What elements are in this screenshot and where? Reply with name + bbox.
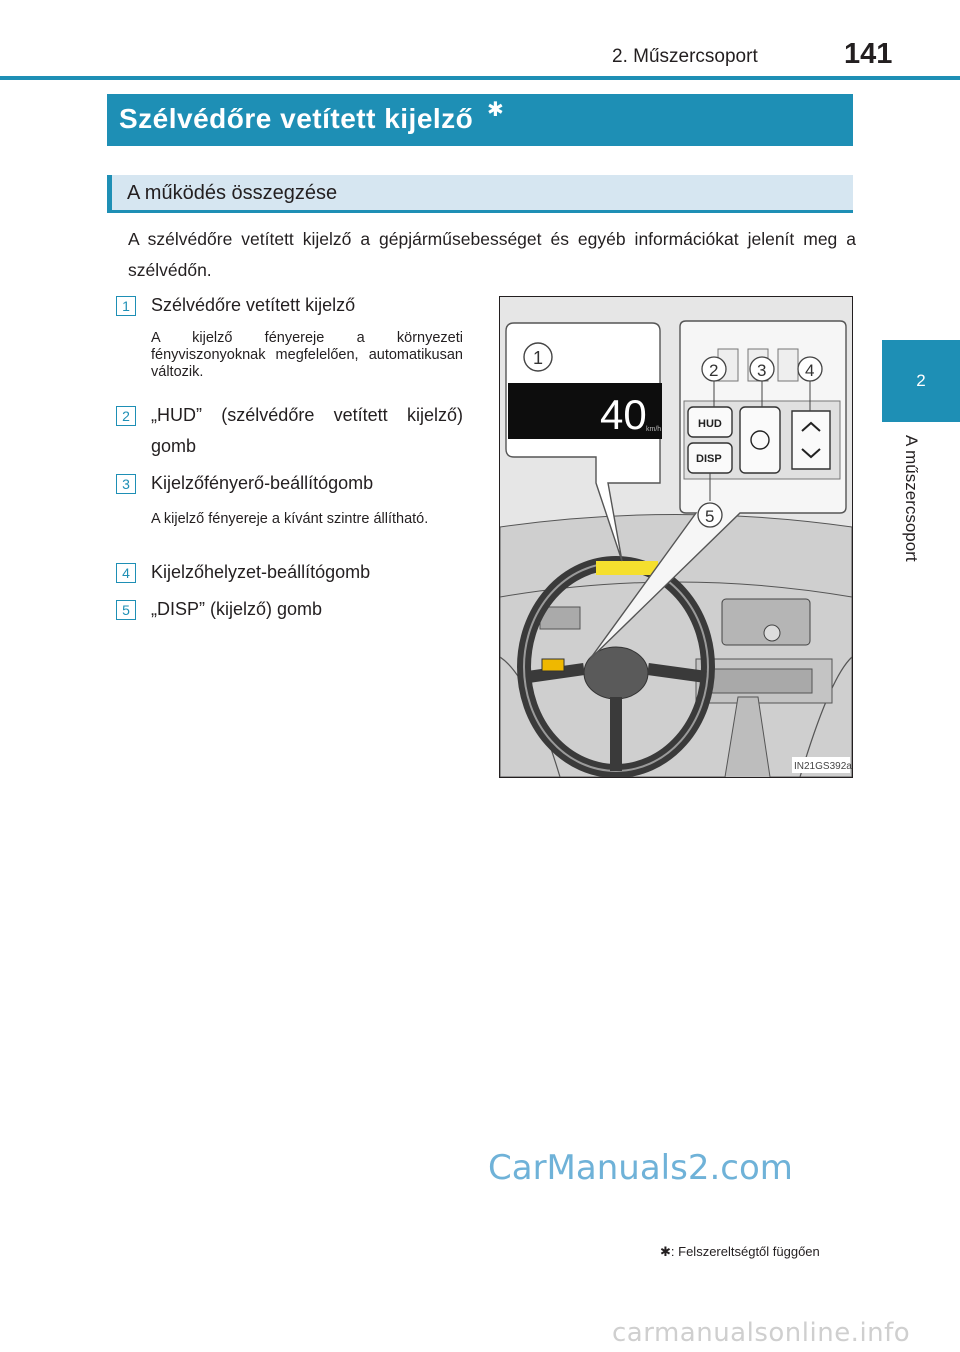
asterisk-icon: ✱ — [487, 99, 504, 121]
chapter-tab: 2 — [882, 340, 960, 422]
callout-2: 2 — [709, 361, 719, 380]
page-number: 141 — [844, 38, 893, 70]
item-title: Szélvédőre vetített kijelző — [151, 295, 356, 315]
callout-5: 5 — [705, 507, 715, 526]
dashboard-drawing — [500, 297, 852, 777]
footnote-text: : Felszereltségtől függően — [670, 1244, 820, 1259]
item-number-badge: 2 — [116, 406, 136, 426]
item-number-badge: 3 — [116, 474, 136, 494]
callout-3: 3 — [757, 361, 767, 380]
subsection-title-bar — [107, 175, 853, 213]
item-description: A kijelző fényereje a kívánt szintre állítható. — [151, 511, 429, 527]
intro-paragraph: A szélvédőre vetített kijelző a gépjárműsebességet és egyéb információkat jelenít meg a szélvédőn. — [128, 229, 856, 280]
section-title: Szélvédőre vetített kijelző — [119, 103, 474, 134]
watermark-text: CarManuals2.com — [488, 1148, 793, 1188]
item-title: Kijelzőhelyzet-beállítógomb — [151, 562, 371, 582]
footer-watermark: carmanualsonline.info — [612, 1318, 911, 1348]
hud-unit: km/h — [646, 426, 662, 433]
item-title: Kijelzőfényerő-beállítógomb — [151, 473, 374, 493]
chapter-side-title — [895, 435, 925, 595]
subsection-title: A működés összegzése — [127, 182, 338, 204]
section-title-bar — [107, 94, 853, 146]
header-rule — [0, 76, 960, 80]
running-header-chapter: 2. Műszercsoport — [612, 46, 758, 67]
item-number-badge: 1 — [116, 296, 136, 316]
hud-button-label: HUD — [698, 418, 722, 430]
item-number-badge: 4 — [116, 563, 136, 583]
subsection-underline — [107, 210, 853, 213]
chapter-side-title-text: A műszercsoport — [902, 435, 921, 562]
illustration-code: IN21GS392a — [794, 761, 852, 772]
hud-speed: 40 — [600, 391, 647, 438]
callout-4: 4 — [805, 361, 815, 380]
footnote — [660, 1244, 820, 1260]
disp-button-label: DISP — [696, 453, 722, 465]
item-description: A kijelző fényereje a környezeti fényviszonyoknak megfelelően, automatikusan változik. — [151, 330, 463, 380]
item-title: „DISP” (kijelző) gomb — [151, 599, 323, 619]
footnote-asterisk-icon: ✱ — [660, 1244, 671, 1259]
subsection-accent-bar — [107, 175, 112, 213]
item-title: „HUD” (szélvédőre vetített kijelző) gomb — [151, 405, 463, 456]
dashboard-illustration — [499, 296, 853, 778]
callout-1: 1 — [533, 348, 544, 368]
item-number-badge: 5 — [116, 600, 136, 620]
